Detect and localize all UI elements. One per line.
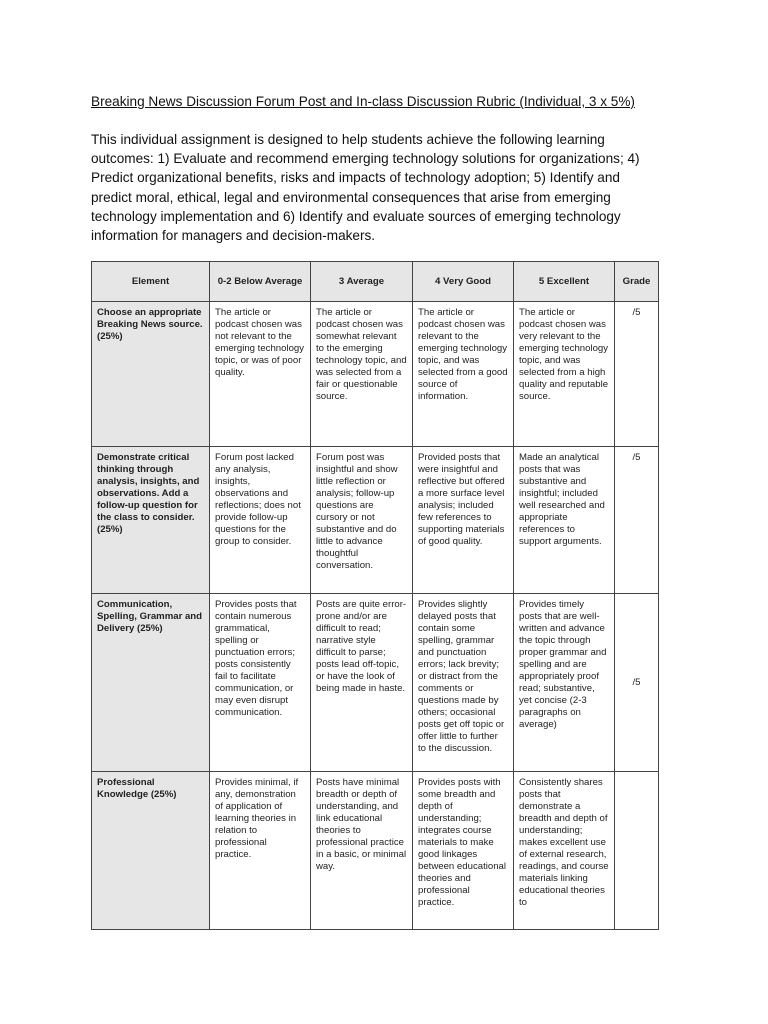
table-row [92, 772, 659, 930]
header-below-average: 0-2 Below Average [210, 262, 311, 302]
below-average-cell: Provides minimal, if any, demonstration of application of learning theories in relation to professional practice. [210, 772, 311, 930]
below-average-cell: Provides posts that contain numerous grammatical, spelling or punctuation errors; posts consistently fail to facilitate communication, or may even disrupt communication. [210, 594, 311, 772]
average-cell: The article or podcast chosen was somewhat relevant to the emerging technology topic, and was selected from a fair or questionable source. [311, 302, 413, 447]
below-average-cell: Forum post lacked any analysis, insights, observations and reflections; does not provide follow-up questions for the group to consider. [210, 447, 311, 594]
element-cell: Demonstrate critical thinking through analysis, insights, and observations. Add a follow-up question for the class to consider. (25%) [92, 447, 210, 594]
element-cell: Choose an appropriate Breaking News source. (25%) [92, 302, 210, 447]
header-excellent: 5 Excellent [514, 262, 615, 302]
table-header-row [92, 262, 659, 302]
table-row [92, 594, 659, 772]
excellent-cell: Made an analytical posts that was substantive and insightful; included well researched and appropriate references to support arguments. [514, 447, 615, 594]
document-title: Breaking News Discussion Forum Post and In-class Discussion Rubric (Individual, 3 x 5%) [91, 94, 635, 109]
header-average: 3 Average [311, 262, 413, 302]
average-cell: Posts have minimal breadth or depth of understanding, and link educational theories to professional practice in a basic, or minimal way. [311, 772, 413, 930]
very-good-cell: Provides slightly delayed posts that contain some spelling, grammar and punctuation errors; lack brevity; or distract from the comments or questions made by others; occasional posts get off topic or offer little to further to the discussion. [413, 594, 514, 772]
grade-cell [615, 772, 659, 930]
grade-cell: /5 [615, 594, 659, 772]
below-average-cell: The article or podcast chosen was not relevant to the emerging technology topic, or was of poor quality. [210, 302, 311, 447]
grade-cell: /5 [615, 302, 659, 447]
table-row [92, 302, 659, 447]
header-very-good: 4 Very Good [413, 262, 514, 302]
very-good-cell: Provided posts that were insightful and reflective but offered a more surface level analysis; included few references to supporting materials of good quality. [413, 447, 514, 594]
table-row [92, 447, 659, 594]
header-element: Element [92, 262, 210, 302]
element-cell: Communication, Spelling, Grammar and Delivery (25%) [92, 594, 210, 772]
rubric-table [91, 261, 659, 930]
excellent-cell: Provides timely posts that are well-written and advance the topic through proper grammar and spelling and are appropriately proof read; substantive, yet concise (2-3 paragraphs on average) [514, 594, 615, 772]
very-good-cell: Provides posts with some breadth and depth of understanding; integrates course materials to make good linkages between educational theories and professional practice. [413, 772, 514, 930]
excellent-cell: The article or podcast chosen was very relevant to the emerging technology topic, and was selected from a high quality and reputable source. [514, 302, 615, 447]
average-cell: Forum post was insightful and show little reflection or analysis; follow-up questions are cursory or not substantive and do little to advance thoughtful conversation. [311, 447, 413, 594]
element-cell: Professional Knowledge (25%) [92, 772, 210, 930]
intro-paragraph: This individual assignment is designed to help students achieve the following learning outcomes: 1) Evaluate and recommend emerging technology solutions for organizations; 4) Predict organizational benefits, risks and impacts of technology adoption; 5) Identify and predict moral, ethical, legal and environmental consequences that arise from emerging technology implementation and 6) Identify and evaluate sources of emerging technology information for managers and decision-makers. [91, 132, 640, 244]
very-good-cell: The article or podcast chosen was relevant to the emerging technology topic, and was selected from a good source of information. [413, 302, 514, 447]
excellent-cell: Consistently shares posts that demonstrate a breadth and depth of understanding; makes excellent use of external research, readings, and course materials linking educational theories to [514, 772, 615, 930]
header-grade: Grade [615, 262, 659, 302]
grade-cell: /5 [615, 447, 659, 594]
average-cell: Posts are quite error-prone and/or are difficult to read; narrative style difficult to parse; posts lead off-topic, or have the look of being made in haste. [311, 594, 413, 772]
